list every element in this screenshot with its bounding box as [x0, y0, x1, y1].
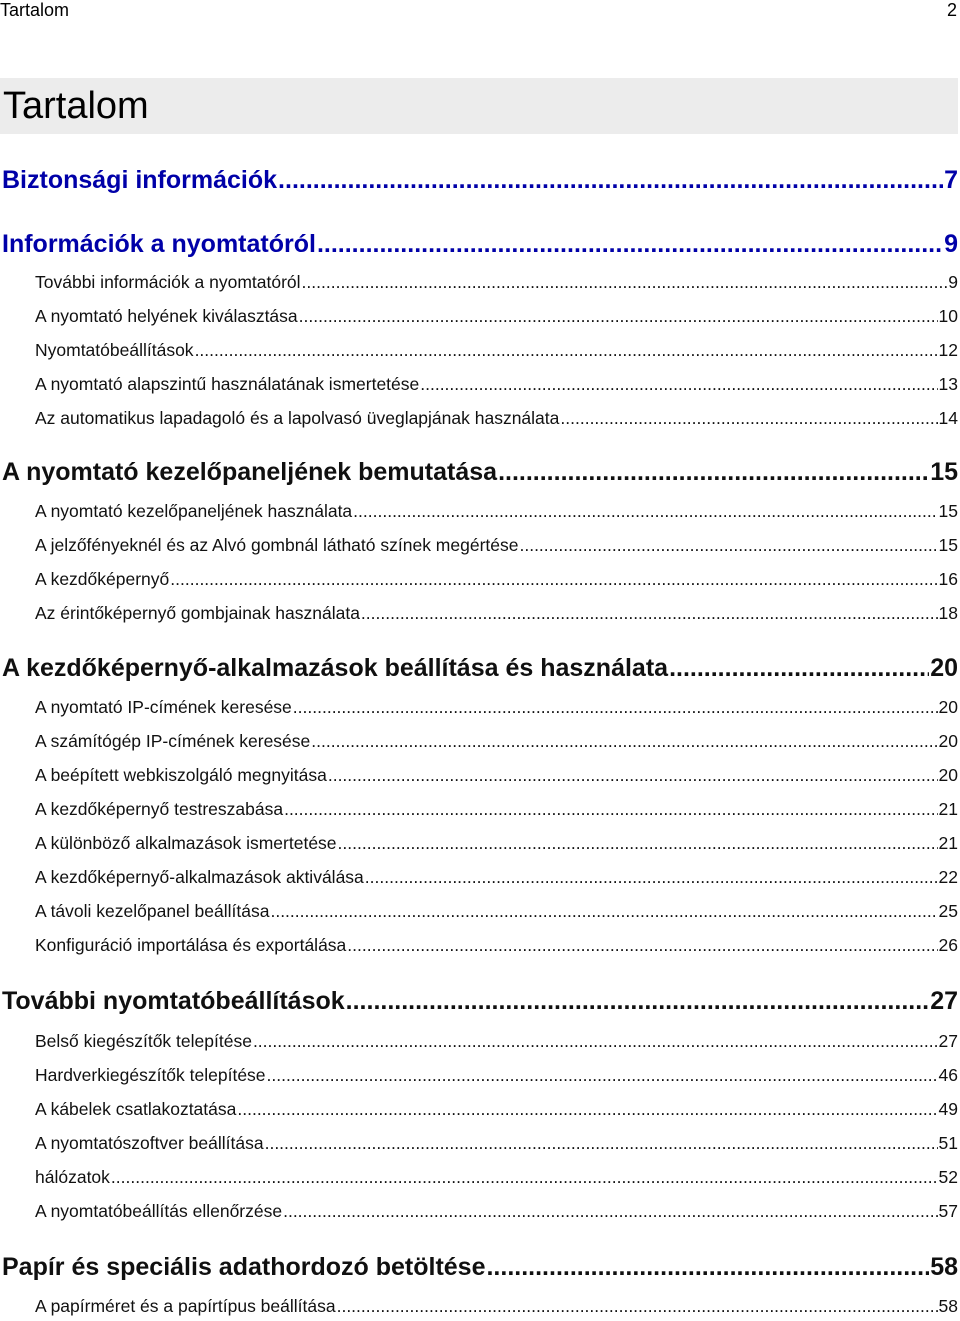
toc-entry-title: Papír és speciális adathordozó betöltése: [2, 1253, 486, 1281]
toc-entry-page: 46: [938, 1065, 958, 1085]
toc-entry-title: A nyomtatószoftver beállítása: [35, 1133, 264, 1153]
toc-entry-page: 15: [930, 458, 958, 486]
toc-section-entry[interactable]: [35, 339, 958, 361]
toc-entry-page: 58: [938, 1296, 958, 1316]
toc-section-entry[interactable]: [35, 866, 958, 888]
toc-entry-page: 20: [938, 697, 958, 717]
running-header-title: Tartalom: [0, 0, 70, 20]
toc-leader-dots: [317, 229, 943, 259]
toc-leader-dots: [498, 457, 929, 487]
toc-section-entry[interactable]: [35, 832, 958, 854]
toc-entry-title: Belső kiegészítők telepítése: [35, 1031, 252, 1051]
toc-leader-dots: [365, 866, 938, 888]
toc-chapter-entry[interactable]: [2, 229, 958, 259]
page-title: Tartalom: [3, 85, 149, 127]
toc-leader-dots: [361, 602, 938, 624]
toc-entry-title: Nyomtatóbeállítások: [35, 340, 194, 360]
toc-leader-dots: [237, 1098, 937, 1120]
toc-entry-page: 26: [938, 935, 958, 955]
running-header: [0, 0, 960, 22]
toc-leader-dots: [338, 832, 938, 854]
toc-chapter-entry[interactable]: [2, 1252, 958, 1282]
toc-leader-dots: [346, 986, 930, 1016]
toc-section-entry[interactable]: [35, 1064, 958, 1086]
toc-section-entry[interactable]: [35, 764, 958, 786]
toc-entry-page: 22: [938, 867, 958, 887]
toc-section-entry[interactable]: [35, 407, 958, 429]
toc-leader-dots: [337, 1295, 938, 1317]
toc-leader-dots: [486, 1252, 929, 1282]
toc-leader-dots: [519, 534, 937, 556]
toc-leader-dots: [328, 764, 938, 786]
toc-section-entry[interactable]: [35, 1166, 958, 1188]
toc-entry-title: A papírméret és a papírtípus beállítása: [35, 1296, 336, 1316]
toc-entry-title: Konfiguráció importálása és exportálása: [35, 935, 347, 955]
toc-chapter-entry[interactable]: [2, 653, 958, 683]
toc-entry-page: 12: [938, 340, 958, 360]
title-band: [0, 78, 958, 134]
toc-entry-page: 57: [938, 1201, 958, 1221]
toc-section-entry[interactable]: [35, 696, 958, 718]
toc-entry-page: 27: [930, 987, 958, 1015]
toc-entry-title: A nyomtató kezelőpaneljének használata: [35, 501, 353, 521]
toc-entry-title: További nyomtatóbeállítások: [2, 987, 345, 1015]
toc-entry-title: A jelzőfényeknél és az Alvó gombnál látható színek megértése: [35, 535, 519, 555]
toc-entry-title: A kezdőképernyő: [35, 569, 170, 589]
toc-section-entry[interactable]: [35, 271, 958, 293]
toc-entry-title: További információk a nyomtatóról: [35, 272, 301, 292]
toc-leader-dots: [347, 934, 937, 956]
toc-chapter-entry[interactable]: [2, 457, 958, 487]
toc-entry-page: 21: [938, 799, 958, 819]
toc-leader-dots: [311, 730, 937, 752]
toc-section-entry[interactable]: [35, 602, 958, 624]
toc-section-entry[interactable]: [35, 798, 958, 820]
toc-leader-dots: [270, 900, 937, 922]
toc-leader-dots: [267, 1064, 938, 1086]
toc-entry-title: Az érintőképernyő gombjainak használata: [35, 603, 360, 623]
toc-leader-dots: [170, 568, 937, 590]
running-header-page-number: 2: [946, 0, 957, 20]
toc-section-entry[interactable]: [35, 900, 958, 922]
toc-entry-page: 18: [938, 603, 958, 623]
toc-chapter-entry[interactable]: [2, 986, 958, 1016]
toc-leader-dots: [299, 305, 938, 327]
toc-entry-title: A különböző alkalmazások ismertetése: [35, 833, 337, 853]
toc-section-entry[interactable]: [35, 1132, 958, 1154]
toc-entry-page: 20: [938, 765, 958, 785]
toc-entry-title: A kezdőképernyő-alkalmazások beállítása és használata: [2, 654, 669, 682]
toc-section-entry[interactable]: [35, 730, 958, 752]
toc-leader-dots: [284, 798, 937, 820]
toc-entry-title: A kezdőképernyő testreszabása: [35, 799, 284, 819]
toc-section-entry[interactable]: [35, 534, 958, 556]
toc-leader-dots: [560, 407, 937, 429]
toc-section-entry[interactable]: [35, 500, 958, 522]
toc-chapter-entry[interactable]: [2, 165, 958, 195]
toc-entry-page: 16: [938, 569, 958, 589]
toc-entry-title: A nyomtató helyének kiválasztása: [35, 306, 298, 326]
toc-entry-page: 52: [938, 1167, 958, 1187]
toc-section-entry[interactable]: [35, 305, 958, 327]
toc-entry-page: 15: [938, 501, 958, 521]
toc-entry-title: A kezdőképernyő-alkalmazások aktiválása: [35, 867, 364, 887]
toc-entry-page: 15: [938, 535, 958, 555]
toc-entry-page: 27: [938, 1031, 958, 1051]
toc-entry-title: Biztonsági információk: [2, 166, 278, 194]
toc-chapter-entry[interactable]: [2, 29, 958, 59]
toc-section-entry[interactable]: [35, 1295, 958, 1317]
toc-entry-page: 9: [944, 230, 958, 258]
toc-entry-title: Az automatikus lapadagoló és a lapolvasó üveglapjának használata: [35, 408, 560, 428]
toc-section-entry[interactable]: [35, 568, 958, 590]
toc-leader-dots: [669, 653, 929, 683]
toc-entry-page: 10: [938, 306, 958, 326]
toc-entry-title: A nyomtatóbeállítás ellenőrzése: [35, 1201, 283, 1221]
toc-leader-dots: [111, 1166, 938, 1188]
toc-entry-page: 49: [938, 1099, 958, 1119]
toc-leader-dots: [253, 1030, 938, 1052]
toc-entry-page: 21: [938, 833, 958, 853]
toc-entry-page: 25: [938, 901, 958, 921]
toc-entry-title: hálózatok: [35, 1167, 110, 1187]
toc-leader-dots: [293, 696, 938, 718]
toc-entry-title: A kábelek csatlakoztatása: [35, 1099, 237, 1119]
toc-section-entry[interactable]: [35, 373, 958, 395]
toc-leader-dots: [420, 373, 937, 395]
toc-entry-page: 14: [938, 408, 958, 428]
toc-entry-title: A nyomtató kezelőpaneljének bemutatása: [2, 458, 498, 486]
toc-entry-title: A távoli kezelőpanel beállítása: [35, 901, 270, 921]
toc-entry-page: 7: [944, 166, 958, 194]
toc-leader-dots: [302, 271, 948, 293]
toc-entry-title: Információk a nyomtatóról: [2, 230, 316, 258]
toc-entry-title: A nyomtató IP-címének keresése: [35, 697, 292, 717]
toc-entry-title: A beépített webkiszolgáló megnyitása: [35, 765, 327, 785]
toc-entry-page: 20: [938, 731, 958, 751]
toc-entry-page: 9: [948, 272, 958, 292]
toc-leader-dots: [195, 339, 938, 361]
toc-leader-dots: [265, 1132, 938, 1154]
toc-entry-page: 51: [938, 1133, 958, 1153]
toc-section-entry[interactable]: [35, 934, 958, 956]
toc-leader-dots: [283, 1200, 937, 1222]
toc-section-entry[interactable]: [35, 1098, 958, 1120]
toc-leader-dots: [353, 500, 937, 522]
toc-entry-title: A számítógép IP-címének keresése: [35, 731, 311, 751]
toc-entry-page: 58: [930, 1253, 958, 1281]
toc-section-entry[interactable]: [35, 1030, 958, 1052]
toc-entry-title: Hardverkiegészítők telepítése: [35, 1065, 266, 1085]
toc-section-entry[interactable]: [35, 1200, 958, 1222]
toc-leader-dots: [278, 165, 943, 195]
toc-entry-page: 13: [938, 374, 958, 394]
toc-entry-title: A nyomtató alapszintű használatának ismertetése: [35, 374, 420, 394]
toc-entry-page: 20: [930, 654, 958, 682]
